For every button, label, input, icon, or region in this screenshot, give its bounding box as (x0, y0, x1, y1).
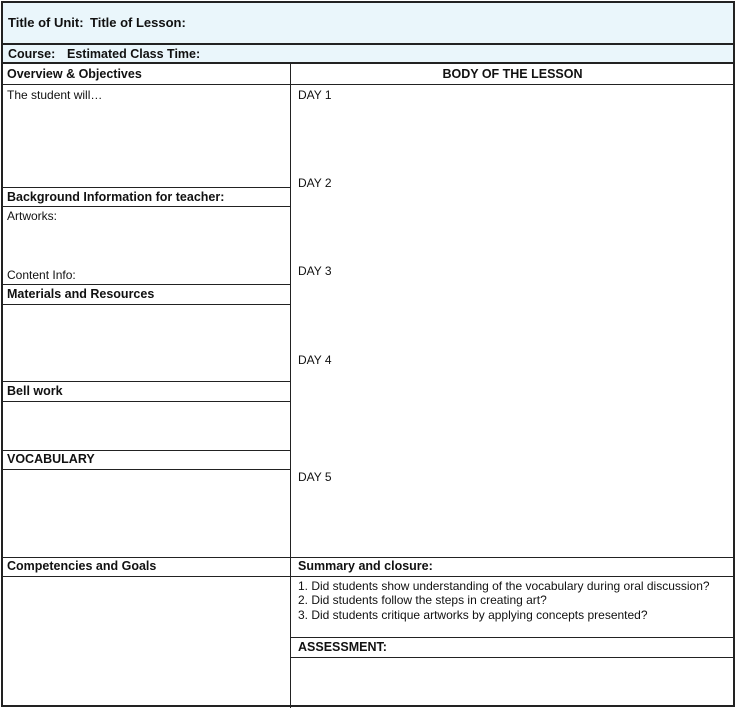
course-label: Course: (8, 47, 56, 61)
day-5-label: DAY 5 (298, 470, 332, 484)
competencies-heading: Competencies and Goals (7, 559, 157, 573)
summary-item-1: 1. Did students show understanding of the vocabulary during oral discussion? (298, 579, 710, 593)
day-1-label: DAY 1 (298, 88, 332, 102)
day-4-label: DAY 4 (298, 353, 332, 367)
day-3-label: DAY 3 (298, 264, 332, 278)
body-of-lesson-heading: BODY OF THE LESSON (442, 67, 583, 81)
divider (1, 187, 291, 188)
divider (290, 657, 735, 658)
background-heading: Background Information for teacher: (7, 190, 225, 204)
estimated-class-time-label: Estimated Class Time: (67, 47, 201, 61)
divider (1, 304, 291, 305)
day-2-label: DAY 2 (298, 176, 332, 190)
divider (1, 381, 291, 382)
content-info-label: Content Info: (7, 268, 76, 282)
summary-item-2: 2. Did students follow the steps in creating art? (298, 593, 547, 607)
divider (1, 450, 291, 451)
column-divider (290, 64, 291, 708)
divider (1, 576, 735, 577)
overview-text: The student will… (7, 88, 103, 102)
title-of-lesson-label: Title of Lesson: (90, 15, 186, 30)
divider (1, 469, 291, 470)
divider (1, 284, 291, 285)
materials-heading: Materials and Resources (7, 287, 155, 301)
divider (290, 637, 735, 638)
summary-item-3: 3. Did students critique artworks by applying concepts presented? (298, 608, 648, 622)
overview-heading: Overview & Objectives (7, 67, 142, 81)
divider (1, 401, 291, 402)
title-of-unit-label: Title of Unit: (8, 15, 84, 30)
divider (1, 206, 291, 207)
divider (1, 84, 291, 85)
divider (290, 84, 735, 85)
summary-heading: Summary and closure: (298, 559, 433, 573)
assessment-heading: ASSESSMENT: (298, 640, 387, 654)
divider (1, 557, 735, 558)
vocabulary-heading: VOCABULARY (7, 452, 95, 466)
bell-work-heading: Bell work (7, 384, 63, 398)
artworks-label: Artworks: (7, 209, 58, 223)
